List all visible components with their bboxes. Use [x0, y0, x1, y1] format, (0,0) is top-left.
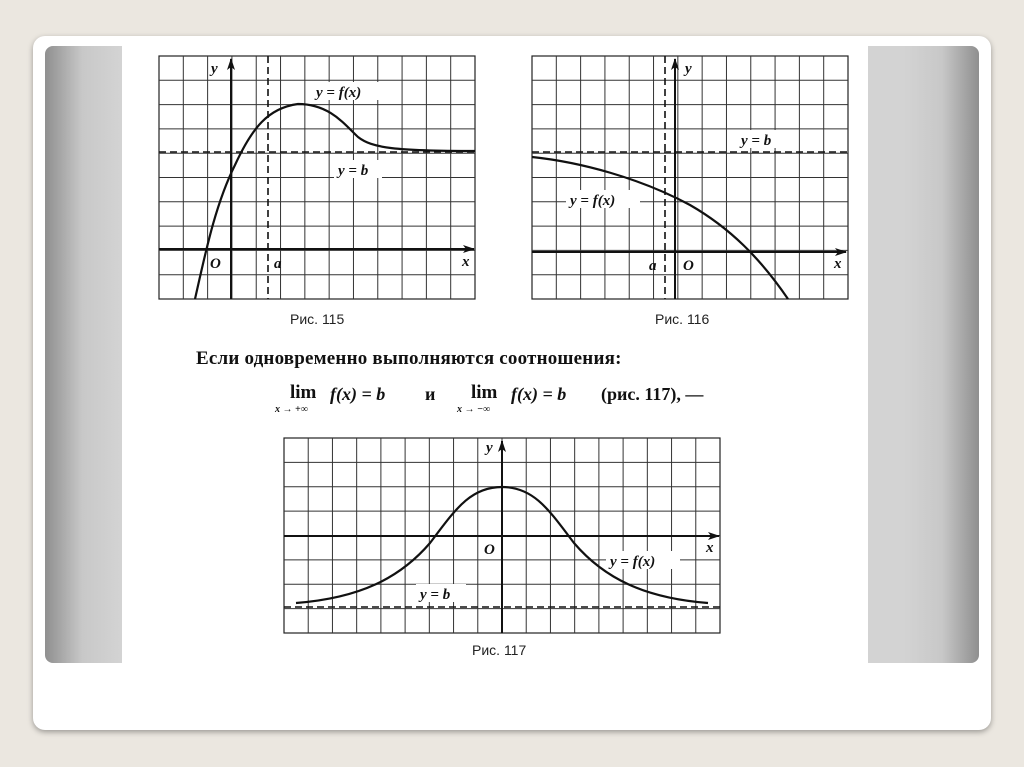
lim2-word: lim	[471, 382, 498, 403]
fig115-asym-label: y = b	[338, 163, 369, 179]
fig115-caption: Рис. 115	[290, 311, 345, 327]
fig117-curve-label: y = f(x)	[610, 554, 656, 570]
figure-reference: (рис. 117), —	[601, 384, 704, 404]
lim2-subscript: x → −∞	[457, 404, 491, 415]
lim2-expression: f(x) = b	[511, 384, 567, 404]
fig117-origin: O	[484, 542, 495, 558]
fig116-asym-label: y = b	[741, 133, 772, 149]
fig116-a-label: a	[649, 258, 657, 274]
fig116-caption: Рис. 116	[655, 311, 710, 327]
paragraph-text: Если одновременно выполняются соотношения:	[196, 348, 622, 369]
lim1-subscript: x → +∞	[275, 404, 308, 415]
figure-116	[532, 56, 848, 299]
fig117-y-label: y	[486, 440, 493, 456]
fig117-x-label: x	[706, 540, 714, 556]
conjunction: и	[425, 384, 436, 404]
fig115-origin: O	[210, 256, 221, 272]
fig115-y-label: y	[211, 61, 218, 77]
fig116-curve	[532, 157, 788, 299]
figure-117	[284, 438, 720, 633]
lim1-expression: f(x) = b	[330, 384, 386, 404]
lim1-word: lim	[290, 382, 317, 403]
fig115-x-label: x	[462, 254, 470, 270]
fig117-asym-label: y = b	[420, 587, 451, 603]
fig115-a-label: a	[274, 256, 282, 272]
fig116-curve-label: y = f(x)	[570, 193, 616, 209]
figure-115	[159, 56, 475, 299]
fig116-origin: O	[683, 258, 694, 274]
fig116-y-label: y	[685, 61, 692, 77]
fig116-x-label: x	[834, 256, 842, 272]
fig117-caption: Рис. 117	[472, 642, 527, 658]
fig115-curve-label: y = f(x)	[316, 85, 362, 101]
